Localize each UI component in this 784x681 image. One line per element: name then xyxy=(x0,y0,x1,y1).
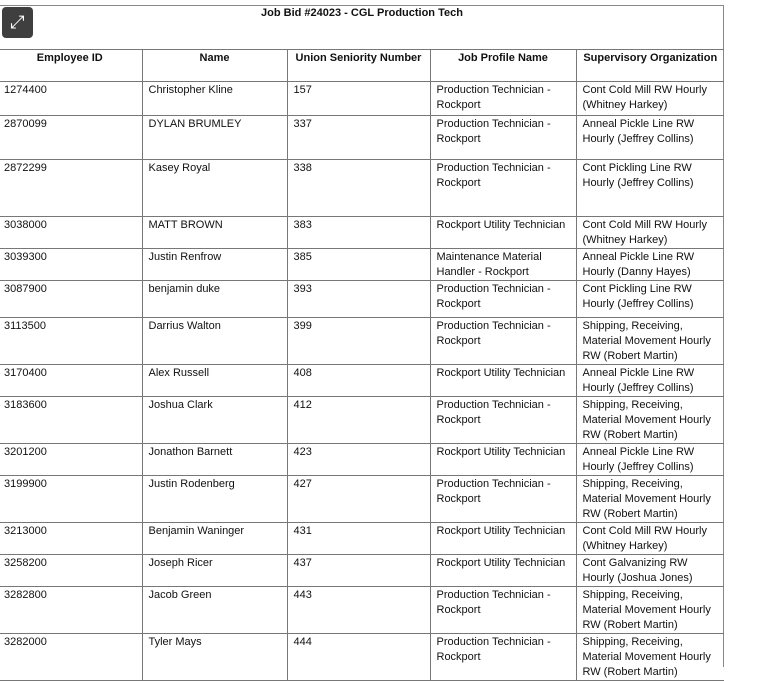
employee-id-cell: 3038000 xyxy=(0,217,142,249)
supervisory-org-cell: Cont Galvanizing RW Hourly (Joshua Jones) xyxy=(576,555,724,587)
job-profile-cell: Production Technician - Rockport xyxy=(430,116,576,160)
name-cell: Christopher Kline xyxy=(142,82,287,116)
employee-id-cell: 3282000 xyxy=(0,634,142,681)
seniority-cell: 443 xyxy=(287,587,430,634)
name-cell: Darrius Walton xyxy=(142,318,287,365)
job-profile-cell: Rockport Utility Technician xyxy=(430,365,576,397)
name-cell: MATT BROWN xyxy=(142,217,287,249)
supervisory-org-cell: Anneal Pickle Line RW Hourly (Jeffrey Collins) xyxy=(576,444,724,476)
name-cell: Justin Rodenberg xyxy=(142,476,287,523)
employee-id-cell: 3087900 xyxy=(0,281,142,318)
name-cell: Jacob Green xyxy=(142,587,287,634)
column-header-employee-id: Employee ID xyxy=(0,50,142,82)
employee-id-cell: 3039300 xyxy=(0,249,142,281)
supervisory-org-cell: Anneal Pickle Line RW Hourly (Jeffrey Collins) xyxy=(576,365,724,397)
seniority-cell: 338 xyxy=(287,160,430,217)
job-profile-cell: Production Technician - Rockport xyxy=(430,634,576,681)
employee-id-cell: 3199900 xyxy=(0,476,142,523)
column-header-union-seniority-number: Union Seniority Number xyxy=(287,50,430,82)
supervisory-org-cell: Shipping, Receiving, Material Movement Hourly RW (Robert Martin) xyxy=(576,318,724,365)
employee-id-cell: 2870099 xyxy=(0,116,142,160)
supervisory-org-cell: Anneal Pickle Line RW Hourly (Jeffrey Collins) xyxy=(576,116,724,160)
job-profile-cell: Production Technician - Rockport xyxy=(430,476,576,523)
table-row xyxy=(0,217,724,249)
expand-button[interactable] xyxy=(2,7,33,38)
seniority-cell: 157 xyxy=(287,82,430,116)
job-profile-cell: Production Technician - Rockport xyxy=(430,160,576,217)
seniority-cell: 427 xyxy=(287,476,430,523)
seniority-cell: 437 xyxy=(287,555,430,587)
employee-table xyxy=(0,49,724,681)
supervisory-org-cell: Anneal Pickle Line RW Hourly (Danny Hayes) xyxy=(576,249,724,281)
report-title: Job Bid #24023 - CGL Production Tech xyxy=(261,7,463,19)
seniority-cell: 385 xyxy=(287,249,430,281)
name-cell: DYLAN BRUMLEY xyxy=(142,116,287,160)
employee-id-cell: 3183600 xyxy=(0,397,142,444)
employee-id-cell: 3213000 xyxy=(0,523,142,555)
table-row xyxy=(0,634,724,681)
column-header-name: Name xyxy=(142,50,287,82)
supervisory-org-cell: Cont Cold Mill RW Hourly (Whitney Harkey) xyxy=(576,217,724,249)
supervisory-org-cell: Shipping, Receiving, Material Movement Hourly RW (Robert Martin) xyxy=(576,587,724,634)
seniority-cell: 393 xyxy=(287,281,430,318)
supervisory-org-cell: Cont Pickling Line RW Hourly (Jeffrey Collins) xyxy=(576,160,724,217)
supervisory-org-cell: Shipping, Receiving, Material Movement Hourly RW (Robert Martin) xyxy=(576,476,724,523)
job-profile-cell: Maintenance Material Handler - Rockport xyxy=(430,249,576,281)
employee-id-cell: 3113500 xyxy=(0,318,142,365)
job-profile-cell: Rockport Utility Technician xyxy=(430,555,576,587)
seniority-cell: 383 xyxy=(287,217,430,249)
table-header-row xyxy=(0,50,724,82)
table-row xyxy=(0,82,724,116)
table-row xyxy=(0,555,724,587)
seniority-cell: 337 xyxy=(287,116,430,160)
seniority-cell: 431 xyxy=(287,523,430,555)
table-row xyxy=(0,116,724,160)
supervisory-org-cell: Cont Cold Mill RW Hourly (Whitney Harkey) xyxy=(576,82,724,116)
job-profile-cell: Rockport Utility Technician xyxy=(430,523,576,555)
job-profile-cell: Production Technician - Rockport xyxy=(430,397,576,444)
table-row xyxy=(0,397,724,444)
job-profile-cell: Production Technician - Rockport xyxy=(430,281,576,318)
name-cell: benjamin duke xyxy=(142,281,287,318)
job-profile-cell: Rockport Utility Technician xyxy=(430,217,576,249)
employee-id-cell: 3201200 xyxy=(0,444,142,476)
table-row xyxy=(0,249,724,281)
column-header-supervisory-organization: Supervisory Organization xyxy=(576,50,724,82)
job-profile-cell: Production Technician - Rockport xyxy=(430,82,576,116)
job-profile-cell: Production Technician - Rockport xyxy=(430,318,576,365)
supervisory-org-cell: Shipping, Receiving, Material Movement Hourly RW (Robert Martin) xyxy=(576,634,724,681)
seniority-cell: 408 xyxy=(287,365,430,397)
column-header-job-profile-name: Job Profile Name xyxy=(430,50,576,82)
employee-id-cell: 2872299 xyxy=(0,160,142,217)
table-row xyxy=(0,444,724,476)
supervisory-org-cell: Cont Cold Mill RW Hourly (Whitney Harkey) xyxy=(576,523,724,555)
seniority-cell: 444 xyxy=(287,634,430,681)
supervisory-org-cell: Cont Pickling Line RW Hourly (Jeffrey Collins) xyxy=(576,281,724,318)
sheet-top-border xyxy=(0,5,724,6)
table-row xyxy=(0,365,724,397)
name-cell: Joseph Ricer xyxy=(142,555,287,587)
seniority-cell: 399 xyxy=(287,318,430,365)
name-cell: Joshua Clark xyxy=(142,397,287,444)
name-cell: Kasey Royal xyxy=(142,160,287,217)
seniority-cell: 412 xyxy=(287,397,430,444)
name-cell: Benjamin Waninger xyxy=(142,523,287,555)
name-cell: Tyler Mays xyxy=(142,634,287,681)
table-row xyxy=(0,476,724,523)
employee-id-cell: 1274400 xyxy=(0,82,142,116)
expand-icon: ⤢ xyxy=(10,11,25,33)
job-profile-cell: Rockport Utility Technician xyxy=(430,444,576,476)
name-cell: Justin Renfrow xyxy=(142,249,287,281)
table-row xyxy=(0,587,724,634)
employee-id-cell: 3170400 xyxy=(0,365,142,397)
job-profile-cell: Production Technician - Rockport xyxy=(430,587,576,634)
name-cell: Alex Russell xyxy=(142,365,287,397)
table-row xyxy=(0,160,724,217)
name-cell: Jonathon Barnett xyxy=(142,444,287,476)
table-row xyxy=(0,523,724,555)
employee-id-cell: 3282800 xyxy=(0,587,142,634)
table-row xyxy=(0,318,724,365)
employee-id-cell: 3258200 xyxy=(0,555,142,587)
seniority-cell: 423 xyxy=(287,444,430,476)
table-row xyxy=(0,281,724,318)
supervisory-org-cell: Shipping, Receiving, Material Movement Hourly RW (Robert Martin) xyxy=(576,397,724,444)
